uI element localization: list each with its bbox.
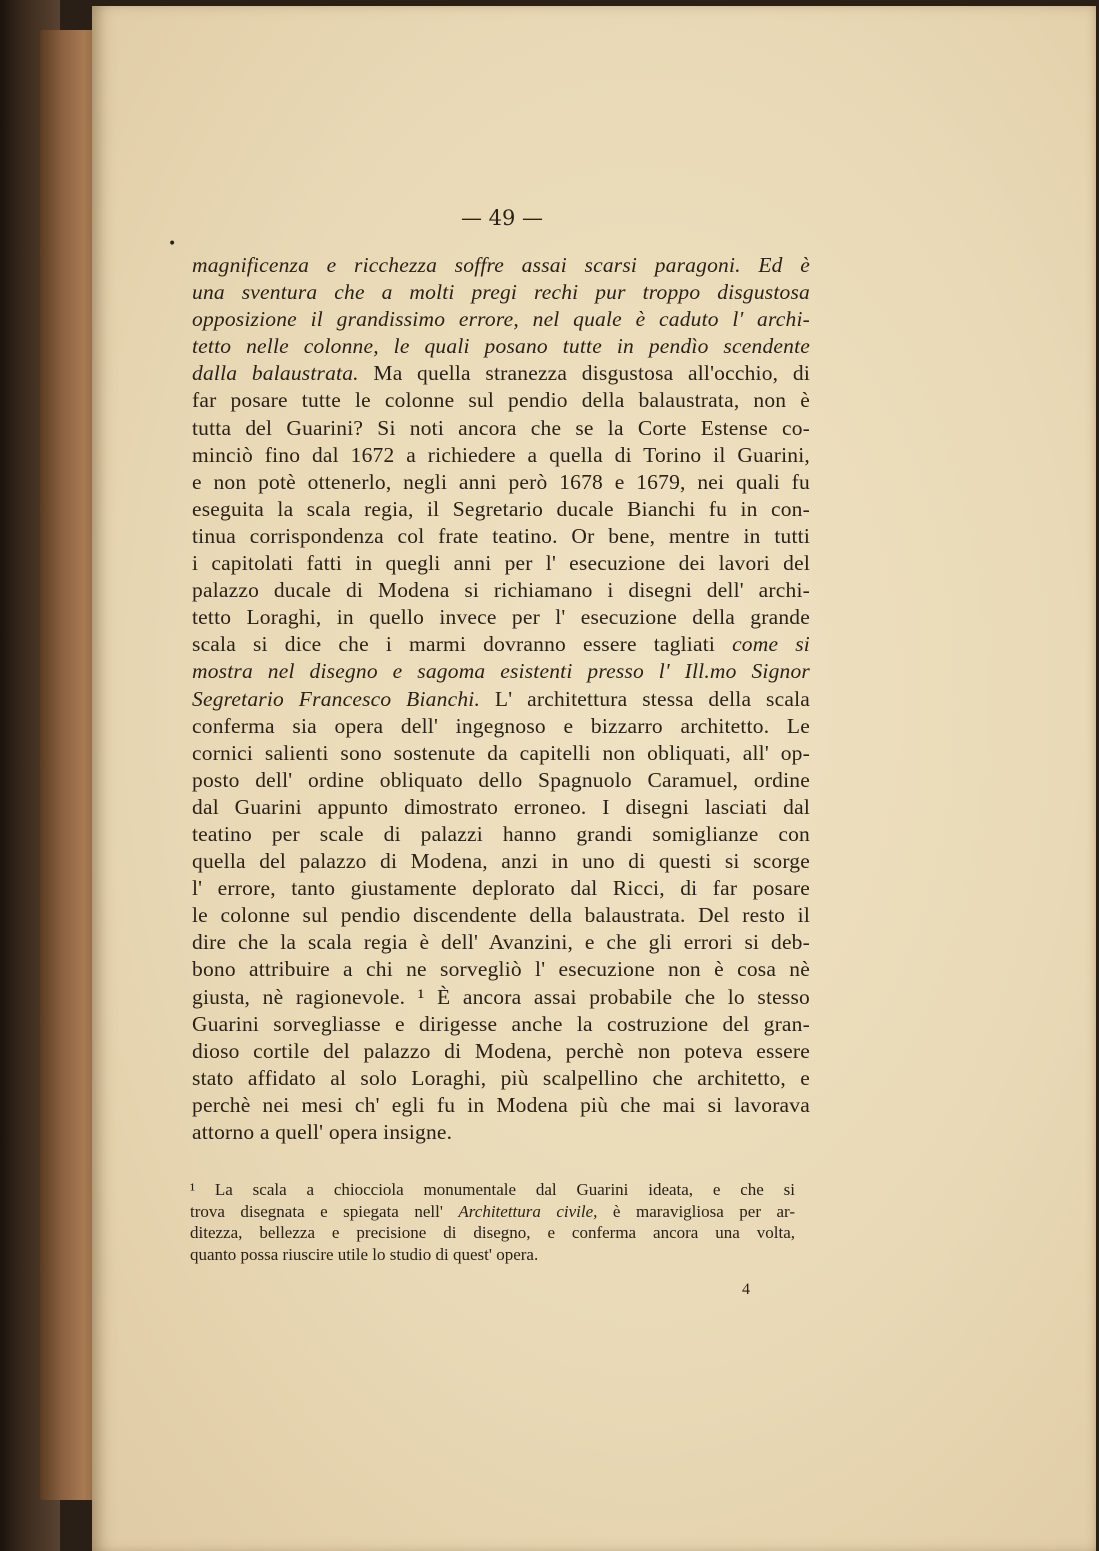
footnote-line (190, 1201, 795, 1223)
footnote-line (190, 1222, 795, 1244)
body-roman-text: dal Guarini appunto dimostrato erroneo. I disegni lasciati dal (192, 794, 810, 819)
body-line (192, 631, 810, 658)
body-line (192, 875, 810, 902)
footnote-italic-text: Architettura civile, (458, 1201, 598, 1221)
signature-mark: 4 (742, 1281, 750, 1298)
page-number: — 49 — (460, 206, 544, 230)
body-line (192, 929, 810, 956)
body-roman-text: quella del palazzo di Modena, anzi in uno di questi si scorge (192, 849, 810, 874)
body-line (192, 469, 810, 496)
body-line (192, 604, 810, 631)
body-line (192, 902, 810, 929)
body-line (192, 550, 810, 577)
body-roman-text: le colonne sul pendio discendente della balaustrata. Del resto il (192, 903, 810, 928)
body-line (192, 577, 810, 604)
body-line (192, 252, 810, 279)
body-roman-text: posto dell' ordine obliquato dello Spagnuolo Caramuel, ordine (192, 767, 810, 792)
body-roman-text: Ma quella stranezza disgustosa all'occhio, di (358, 361, 810, 386)
body-italic-text: mostra nel disegno e sagoma esistenti presso l' Ill.mo Signor (192, 659, 810, 684)
body-roman-text: bono attribuire a chi ne sorvegliò l' esecuzione non è cosa nè (192, 957, 810, 982)
body-line (192, 956, 810, 983)
body-roman-text: Guarini sorvegliasse e dirigesse anche la costruzione del gran- (192, 1011, 810, 1036)
body-italic-text: come si (732, 632, 810, 657)
footnote-roman-text: quanto possa riuscire utile lo studio di quest' opera. (190, 1244, 539, 1264)
body-roman-text: eseguita la scala regia, il Segretario ducale Bianchi fu in con- (192, 496, 810, 521)
body-line (192, 984, 810, 1011)
footnote-roman-text: ditezza, bellezza e precisione di disegno, e conferma ancora una volta, (190, 1223, 795, 1242)
body-roman-text: i capitolati fatti in quegli anni per l' esecuzione dei lavori del (192, 551, 810, 576)
body-italic-text: tetto nelle colonne, le quali posano tutte in pendìo scendente (192, 334, 810, 359)
body-roman-text: L' architettura stessa della scala (480, 686, 810, 711)
body-line (192, 415, 810, 442)
body-line (192, 658, 810, 685)
body-text (192, 252, 810, 1146)
body-line (192, 442, 810, 469)
body-roman-text: l' errore, tanto giustamente deplorato dal Ricci, di far posare (192, 876, 810, 901)
body-italic-text: Segretario Francesco Bianchi. (192, 686, 481, 711)
body-italic-text: dalla balaustrata. (192, 361, 359, 386)
body-roman-text: tinua corrispondenza col frate teatino. Or bene, mentre in tutti (192, 523, 810, 548)
body-line (192, 333, 810, 360)
body-line (192, 279, 810, 306)
body-roman-text: stato affidato al solo Loraghi, più scalpellino che architetto, e (192, 1065, 810, 1090)
body-line (192, 1092, 810, 1119)
body-line (192, 1038, 810, 1065)
footnote-block (190, 1179, 795, 1265)
body-line (192, 794, 810, 821)
footnote-line (190, 1244, 795, 1266)
footnote-line (190, 1179, 795, 1201)
body-roman-text: scala si dice che i marmi dovranno essere tagliati (192, 632, 733, 657)
body-line (192, 306, 810, 333)
body-line (192, 1011, 810, 1038)
body-line (192, 496, 810, 523)
body-line (192, 713, 810, 740)
body-line (192, 387, 810, 414)
body-line (192, 1119, 810, 1146)
body-line (192, 1065, 810, 1092)
body-line (192, 686, 810, 713)
body-italic-text: magnificenza e ricchezza soffre assai scarsi paragoni. Ed è (192, 253, 810, 277)
body-roman-text: tutta del Guarini? Si noti ancora che se la Corte Estense co- (192, 415, 810, 440)
footnote-roman-text: trova disegnata e spiegata nell' (190, 1201, 459, 1221)
body-roman-text: attorno a quell' opera insigne. (192, 1120, 453, 1144)
body-line (192, 360, 810, 387)
body-line (192, 767, 810, 794)
body-roman-text: dire che la scala regia è dell' Avanzini, e che gli errori si deb- (192, 930, 810, 955)
body-roman-text: cornici salienti sono sostenute da capitelli non obliquati, all' op- (192, 740, 810, 765)
body-line (192, 821, 810, 848)
body-roman-text: teatino per scale di palazzi hanno grandi somiglianze con (192, 821, 810, 846)
body-roman-text: perchè nei mesi ch' egli fu in Modena più che mai si lavorava (192, 1092, 810, 1117)
margin-mark: • (168, 236, 177, 252)
body-roman-text: conferma sia opera dell' ingegnoso e bizzarro architetto. Le (192, 713, 810, 738)
body-roman-text: dioso cortile del palazzo di Modena, perchè non poteva essere (192, 1038, 810, 1063)
body-roman-text: minciò fino dal 1672 a richiedere a quella di Torino il Guarini, (192, 442, 810, 467)
body-roman-text: far posare tutte le colonne sul pendio della balaustrata, non è (192, 388, 810, 413)
body-roman-text: tetto Loraghi, in quello invece per l' esecuzione della grande (192, 605, 810, 630)
body-roman-text: giusta, nè ragionevole. ¹ È ancora assai probabile che lo stesso (192, 984, 810, 1009)
body-line (192, 740, 810, 767)
body-line (192, 523, 810, 550)
footnote-roman-text: è maravigliosa per ar- (597, 1201, 795, 1221)
body-line (192, 848, 810, 875)
body-roman-text: e non potè ottenerlo, negli anni però 1678 e 1679, nei quali fu (192, 469, 810, 494)
footnote-roman-text: ¹ La scala a chiocciola monumentale dal Guarini ideata, e che si (190, 1180, 795, 1199)
body-italic-text: una sventura che a molti pregi rechi pur troppo disgustosa (192, 280, 810, 305)
body-roman-text: palazzo ducale di Modena si richiamano i disegni dell' archi- (192, 578, 810, 603)
body-italic-text: opposizione il grandissimo errore, nel quale è caduto l' archi- (192, 307, 810, 332)
